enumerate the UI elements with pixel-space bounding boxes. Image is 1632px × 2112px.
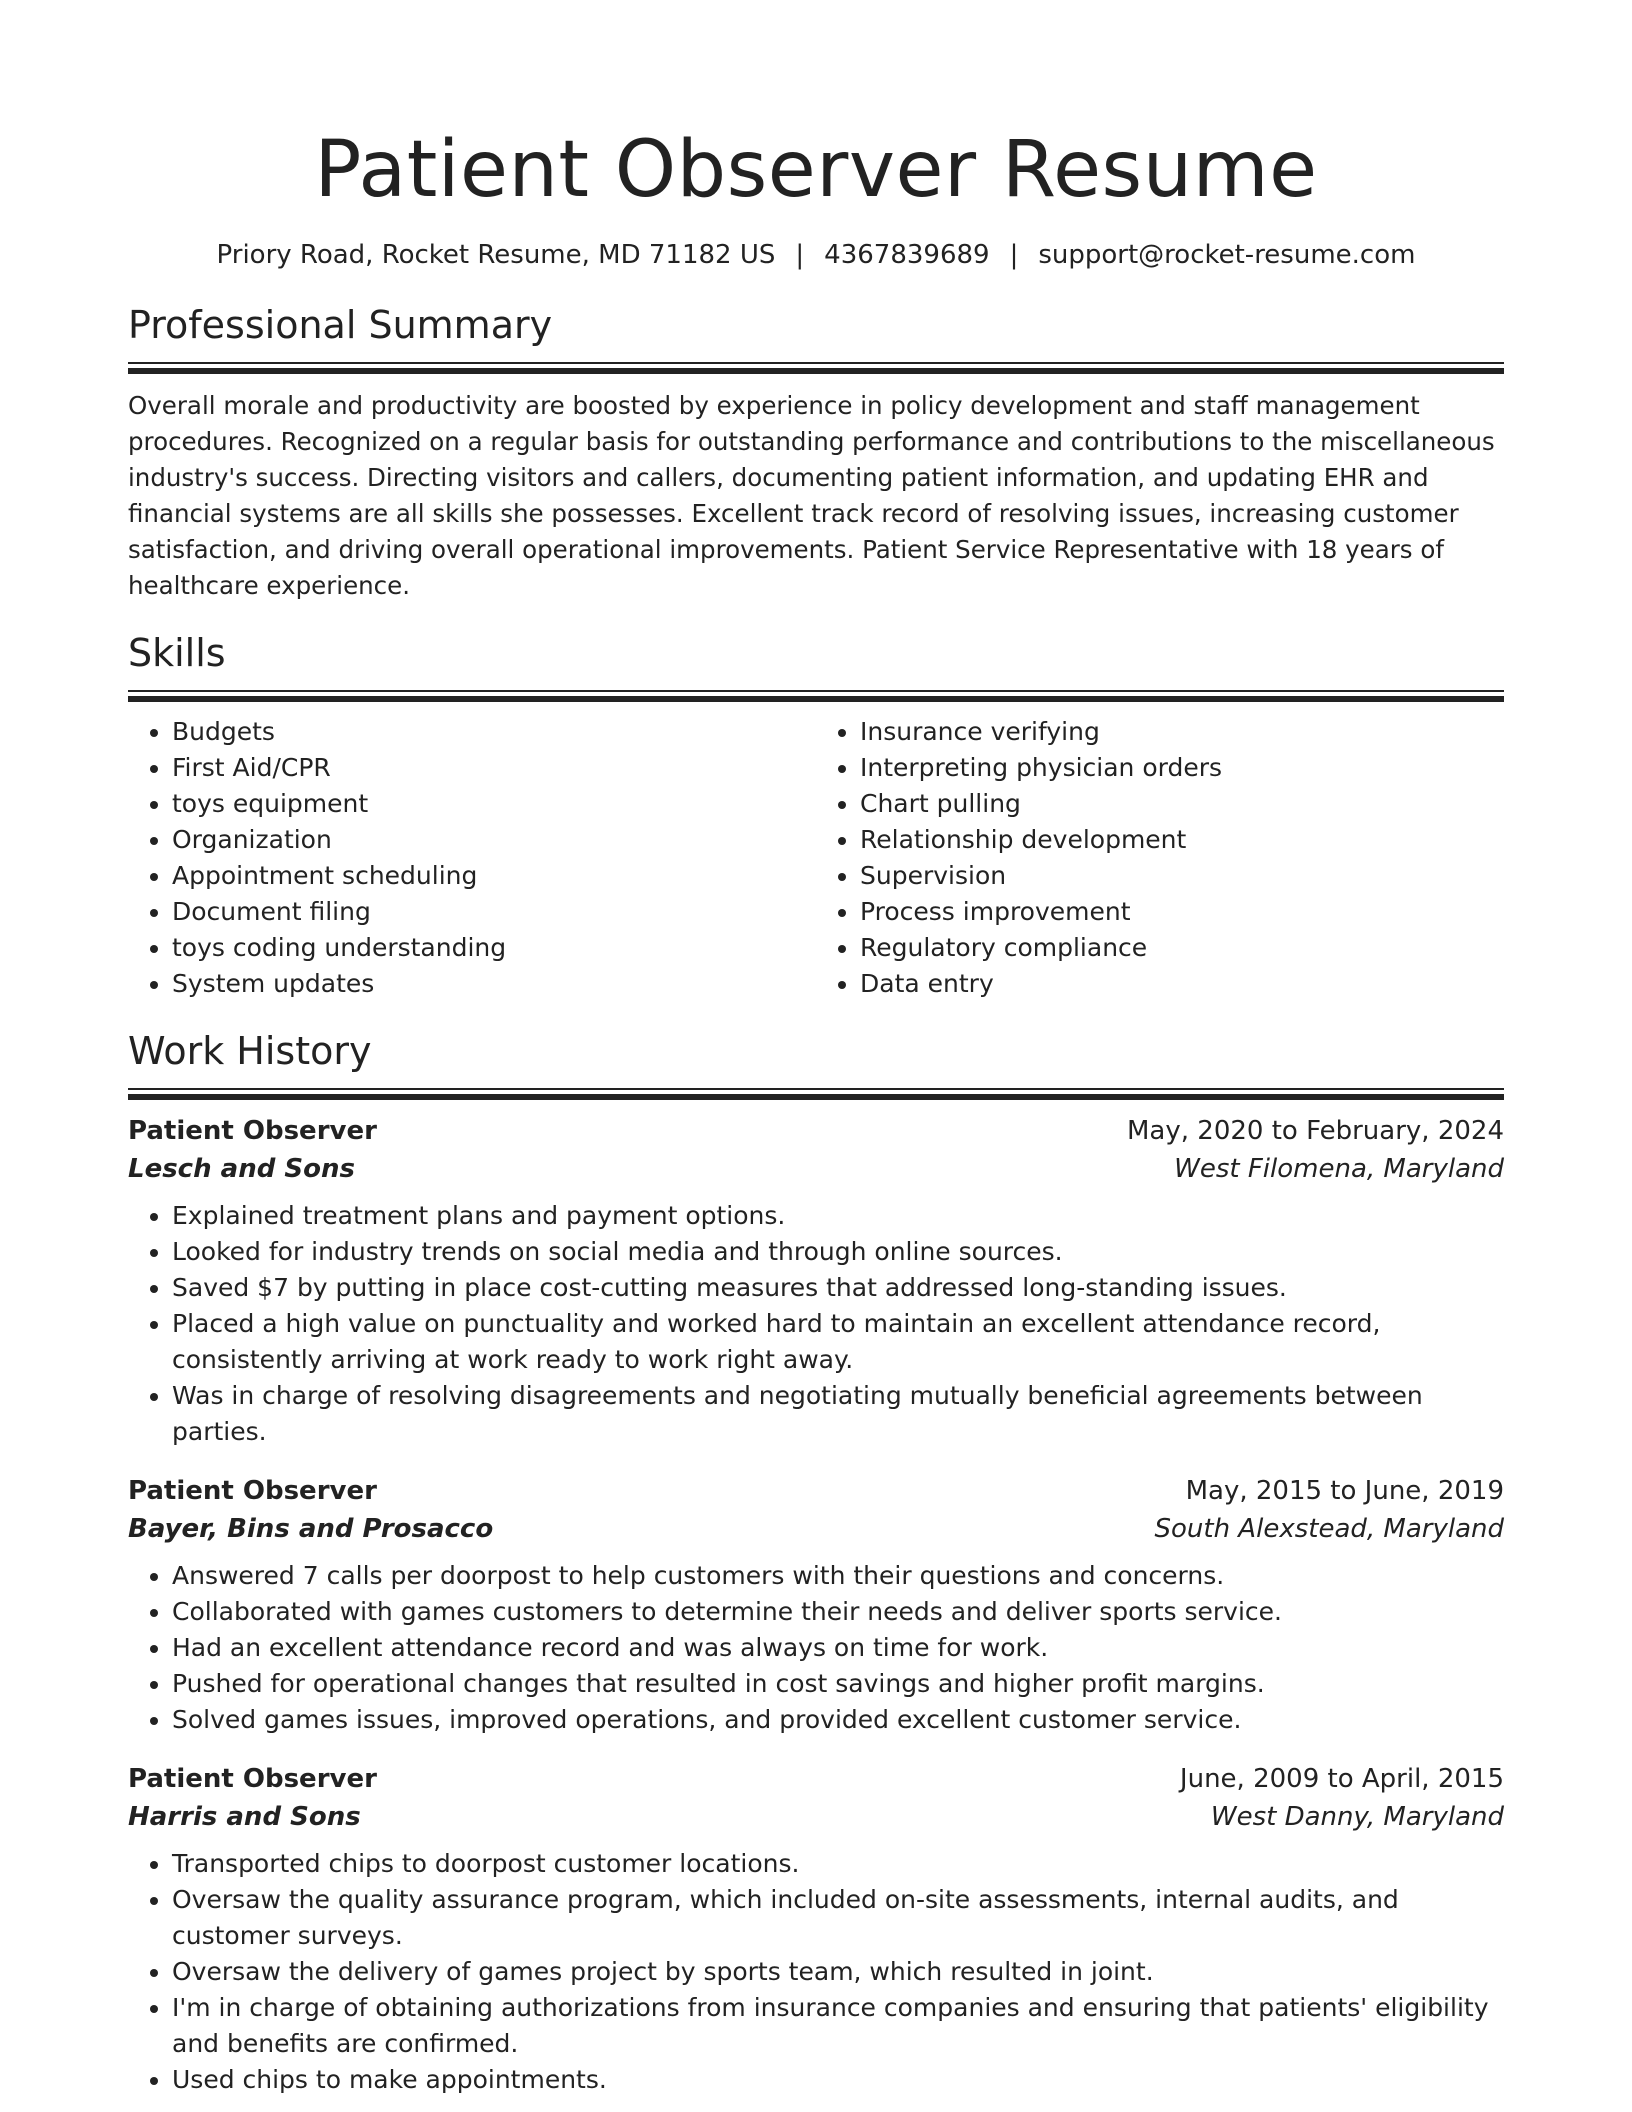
skill-item: • Insurance verifying [860, 714, 1504, 750]
job-bullet: • Saved $7 by putting in place cost-cutting measures that addressed long-standing issues. [172, 1270, 1504, 1306]
skill-item: • Budgets [172, 714, 816, 750]
skill-item: • toys equipment [172, 786, 816, 822]
skills-heading: Skills [128, 631, 226, 675]
skill-item: • Chart pulling [860, 786, 1504, 822]
job-dates: June, 2009 to April, 2015 [1179, 1764, 1504, 1794]
work-history-section [128, 1028, 1504, 2098]
skill-item: • toys coding understanding [172, 930, 816, 966]
section-divider [128, 1088, 1504, 1100]
job-bullet: • Pushed for operational changes that resulted in cost savings and higher profit margins. [172, 1666, 1504, 1702]
skill-item: • Document filing [172, 894, 816, 930]
skills-list-left [128, 714, 816, 1002]
work-history-heading: Work History [128, 1029, 372, 1073]
skill-item: • Relationship development [860, 822, 1504, 858]
job-header-row [128, 1112, 1504, 1150]
skill-item: • Organization [172, 822, 816, 858]
job-bullet: • Used chips to make appointments. [172, 2062, 1504, 2098]
job-company: Lesch and Sons [128, 1154, 355, 1184]
job-entry [128, 1760, 1504, 2098]
job-bullet: • Was in charge of resolving disagreements and negotiating mutually beneficial agreements between parties. [172, 1378, 1504, 1450]
skill-item: • System updates [172, 966, 816, 1002]
job-bullet: • Looked for industry trends on social media and through online sources. [172, 1234, 1504, 1270]
job-dates: May, 2015 to June, 2019 [1185, 1476, 1504, 1506]
job-location: South Alexstead, Maryland [1154, 1514, 1504, 1544]
job-bullet: • Solved games issues, improved operations, and provided excellent customer service. [172, 1702, 1504, 1738]
job-bullets [128, 1558, 1504, 1738]
job-header-row [128, 1760, 1504, 1798]
job-entry [128, 1472, 1504, 1738]
job-bullet: • Explained treatment plans and payment options. [172, 1198, 1504, 1234]
job-location: West Filomena, Maryland [1174, 1154, 1504, 1184]
job-bullet: • Oversaw the quality assurance program, which included on-site assessments, internal audits, and customer surveys. [172, 1882, 1504, 1954]
job-bullet: • Had an excellent attendance record and was always on time for work. [172, 1630, 1504, 1666]
job-bullet: • Answered 7 calls per doorpost to help customers with their questions and concerns. [172, 1558, 1504, 1594]
resume-title: Patient Observer Resume [314, 125, 1318, 215]
job-entry [128, 1112, 1504, 1450]
skill-item: • Appointment scheduling [172, 858, 816, 894]
summary-section [128, 302, 1504, 604]
section-divider [128, 362, 1504, 374]
skill-item: • Interpreting physician orders [860, 750, 1504, 786]
contact-address: Priory Road, Rocket Resume, MD 71182 US [216, 240, 776, 270]
job-title: Patient Observer [128, 1116, 377, 1146]
summary-text: Overall morale and productivity are boosted by experience in policy development and staff management procedures. Recognized on a regular basis for outstanding performance and contributions to the miscellaneous industry's success. Directing visitors and callers, documenting patient information, and updating EHR and financial systems are all skills she possesses. Excellent track record of resolving issues, increasing customer satisfaction, and driving overall operational improvements. Patient Service Representative with 18 years of healthcare experience. [128, 391, 1495, 600]
job-dates: May, 2020 to February, 2024 [1127, 1116, 1504, 1146]
skill-item: • First Aid/CPR [172, 750, 816, 786]
job-title: Patient Observer [128, 1476, 377, 1506]
job-company: Bayer, Bins and Prosacco [128, 1514, 494, 1544]
skills-list-right [816, 714, 1504, 1002]
job-bullet: • Collaborated with games customers to determine their needs and deliver sports service. [172, 1594, 1504, 1630]
skill-item: • Regulatory compliance [860, 930, 1504, 966]
job-bullets [128, 1198, 1504, 1450]
contact-separator: | [795, 240, 805, 270]
job-sub-row [128, 1798, 1504, 1836]
skill-item: • Process improvement [860, 894, 1504, 930]
skill-item: • Supervision [860, 858, 1504, 894]
job-header-row [128, 1472, 1504, 1510]
skills-columns [128, 714, 1504, 1002]
contact-separator: | [1009, 240, 1019, 270]
job-company: Harris and Sons [128, 1802, 361, 1832]
summary-heading: Professional Summary [128, 303, 553, 347]
job-bullet: • Oversaw the delivery of games project by sports team, which resulted in joint. [172, 1954, 1504, 1990]
skills-section [128, 630, 1504, 1002]
job-sub-row [128, 1510, 1504, 1548]
job-location: West Danny, Maryland [1210, 1802, 1504, 1832]
skill-item: • Data entry [860, 966, 1504, 1002]
job-bullet: • I'm in charge of obtaining authorizations from insurance companies and ensuring that patients' eligibility and benefits are confirmed. [172, 1990, 1504, 2062]
section-divider [128, 690, 1504, 702]
contact-email: support@rocket-resume.com [1038, 240, 1416, 270]
contact-line [128, 238, 1504, 272]
job-bullet: • Placed a high value on punctuality and worked hard to maintain an excellent attendance record, consistently arriving at work ready to work right away. [172, 1306, 1504, 1378]
job-bullets [128, 1846, 1504, 2098]
contact-phone: 4367839689 [824, 240, 990, 270]
job-bullet: • Transported chips to doorpost customer locations. [172, 1846, 1504, 1882]
job-title: Patient Observer [128, 1764, 377, 1794]
job-sub-row [128, 1150, 1504, 1188]
